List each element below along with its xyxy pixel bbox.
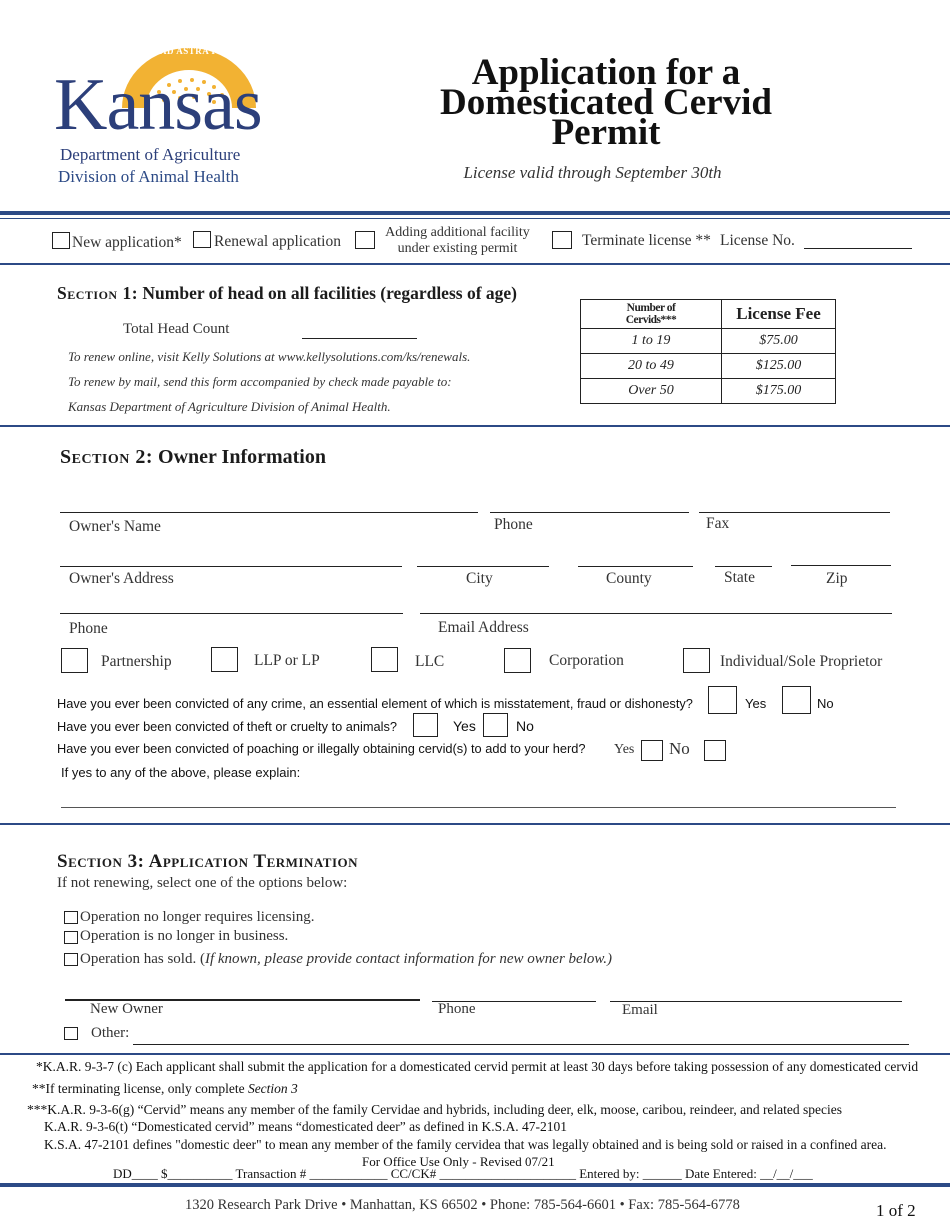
cruelty-question: Have you ever been convicted of theft or cruelty to animals?: [57, 719, 398, 734]
owner-address-label: Owner's Address: [69, 570, 174, 587]
fee-amount: $125.00: [722, 354, 836, 379]
adding-facility-line-2: under existing permit: [397, 241, 518, 256]
section-3-heading: Application Termination: [144, 851, 359, 872]
adding-facility-line-1: Adding additional facility: [385, 225, 530, 240]
title-line-1: Application for a: [471, 52, 741, 93]
fee-row: [581, 329, 836, 354]
section-2-number: Section 2:: [60, 446, 154, 468]
footnote-domestic-deer: K.S.A. 47-2101 defines "domestic deer" to mean any member of the family cervidea that was legally obtained and is being sold or raised in a confined area.: [44, 1137, 887, 1152]
renew-online-text: To renew online, visit Kelly Solutions at www.kellysolutions.com/ks/renewals.: [68, 349, 471, 364]
owner-fax-field[interactable]: [699, 512, 890, 513]
section-1-title: [57, 283, 517, 304]
operation-sold-text: Operation has sold. (: [80, 951, 205, 967]
city-label: City: [466, 570, 493, 587]
operation-sold-checkbox[interactable]: [64, 953, 78, 966]
owner-phone-field[interactable]: [490, 512, 689, 513]
other-field[interactable]: [133, 1044, 909, 1045]
page-number: 1 of 2: [876, 1201, 916, 1220]
top-divider-thin: [0, 218, 950, 219]
fax-label: Fax: [706, 515, 730, 532]
office-use-fields: DD____ $__________ Transaction # ____________ CC/CK# _____________________ Entered by: ______ Date Entered: __/__/___: [113, 1166, 813, 1181]
fee-row: [581, 354, 836, 379]
other-label: Other:: [91, 1025, 130, 1041]
page-title: [400, 52, 812, 153]
zip-label: Zip: [826, 570, 848, 587]
section-2-heading: Owner Information: [153, 446, 326, 468]
top-divider: [0, 211, 950, 215]
cervid-count-header: [581, 300, 722, 329]
section-1-heading: Number of head on all facilities (regardless of age): [138, 283, 517, 303]
section-3-title: [57, 851, 358, 873]
cruelty-no-label: No: [516, 718, 534, 734]
new-owner-phone-label: Phone: [438, 1001, 476, 1017]
total-head-count-label: Total Head Count: [123, 321, 230, 337]
owner-name-label: Owner's Name: [69, 518, 161, 535]
divider-after-type: [0, 263, 950, 265]
llp-lp-checkbox[interactable]: [211, 647, 238, 672]
new-application-checkbox[interactable]: [52, 232, 70, 249]
no-longer-requires-checkbox[interactable]: [64, 911, 78, 924]
operation-sold-label: [80, 951, 612, 968]
footnote-terminating-section: Section 3: [247, 1081, 298, 1096]
explain-label: If yes to any of the above, please explain:: [61, 765, 301, 780]
termination-instructions: If not renewing, select one of the options below:: [57, 875, 348, 891]
operation-sold-note: If known, please provide contact information for new owner below.): [204, 951, 613, 967]
fee-table-header: [581, 300, 836, 329]
sole-proprietor-label: Individual/Sole Proprietor: [720, 653, 883, 670]
adding-facility-label: [380, 225, 535, 257]
no-longer-in-business-checkbox[interactable]: [64, 931, 78, 944]
logo-division: Division of Animal Health: [58, 167, 239, 186]
poaching-yes-checkbox[interactable]: [641, 740, 663, 761]
terminate-license-checkbox[interactable]: [552, 231, 572, 249]
fee-range: 1 to 19: [581, 329, 722, 354]
owner-address-field[interactable]: [60, 566, 402, 567]
cruelty-yes-label: Yes: [453, 718, 476, 734]
renewal-application-label: Renewal application: [214, 233, 341, 250]
partnership-checkbox[interactable]: [61, 648, 88, 673]
footnote-domesticated-cervid: K.A.R. 9-3-6(t) “Domesticated cervid” means “domesticated deer” as defined in K.S.A. 47-2101: [44, 1119, 567, 1134]
fraud-no-checkbox[interactable]: [782, 686, 811, 714]
cervid-count-header-line-1: Number of: [626, 302, 676, 314]
bottom-divider: [0, 1183, 950, 1187]
fee-row: [581, 379, 836, 404]
corporation-label: Corporation: [549, 652, 624, 669]
new-application-label: New application*: [72, 234, 182, 251]
kansas-logo: [52, 40, 272, 190]
license-fee-table: [580, 299, 836, 404]
section-2-title: [60, 446, 326, 469]
county-label: County: [606, 570, 652, 587]
poaching-no-checkbox[interactable]: [704, 740, 726, 761]
owner-phone2-field[interactable]: [60, 613, 403, 614]
corporation-checkbox[interactable]: [504, 648, 531, 673]
footnote-terminating-text: **If terminating license, only complete: [32, 1081, 248, 1096]
fraud-no-label: No: [817, 696, 834, 711]
cruelty-yes-checkbox[interactable]: [413, 713, 438, 737]
footer-address: 1320 Research Park Drive • Manhattan, KS 66502 • Phone: 785-564-6601 • Fax: 785-564-6778: [185, 1197, 740, 1213]
poaching-question: Have you ever been convicted of poaching or illegally obtaining cervid(s) to add to your herd?: [57, 741, 586, 756]
fee-amount: $75.00: [722, 329, 836, 354]
partnership-label: Partnership: [101, 653, 172, 670]
footnote-application-timing: *K.A.R. 9-3-7 (c) Each applicant shall submit the application for a domesticated cervid permit at least 30 days before taking possession of any domesticated cervid: [36, 1059, 919, 1074]
zip-field[interactable]: [791, 565, 891, 566]
county-field[interactable]: [578, 566, 693, 567]
logo-state-name: Kansas: [54, 64, 262, 146]
divider-after-section-2: [0, 823, 950, 825]
license-fee-header: License Fee: [722, 300, 836, 329]
fee-range: Over 50: [581, 379, 722, 404]
divider-after-section-1: [0, 425, 950, 427]
section-3-number: Section 3:: [57, 851, 145, 872]
email-label: Email Address: [438, 619, 529, 636]
license-number-field[interactable]: [804, 248, 912, 249]
poaching-yes-label: Yes: [614, 742, 635, 757]
title-line-3: Permit: [551, 112, 661, 153]
cruelty-no-checkbox[interactable]: [483, 713, 508, 737]
title-line-2: Domesticated Cervid: [440, 82, 772, 123]
fee-amount: $175.00: [722, 379, 836, 404]
sole-proprietor-checkbox[interactable]: [683, 648, 710, 673]
license-validity: License valid through September 30th: [463, 163, 722, 182]
office-use-heading: For Office Use Only - Revised 07/21: [362, 1154, 555, 1169]
fraud-yes-label: Yes: [745, 696, 767, 711]
llc-checkbox[interactable]: [371, 647, 398, 672]
state-field[interactable]: [715, 566, 772, 567]
llc-label: LLC: [415, 653, 445, 670]
fraud-question: Have you ever been convicted of any crime, an essential element of which is misstatement, fraud or dishonesty?: [57, 696, 693, 711]
fraud-yes-checkbox[interactable]: [708, 686, 737, 714]
email-field[interactable]: [420, 613, 892, 614]
explain-field[interactable]: [61, 807, 896, 808]
owner-name-field[interactable]: [60, 512, 478, 513]
adding-facility-checkbox[interactable]: [355, 231, 375, 249]
total-head-count-field[interactable]: [302, 338, 417, 339]
no-longer-requires-label: Operation no longer requires licensing.: [80, 909, 315, 925]
llp-lp-label: LLP or LP: [254, 652, 320, 669]
renew-mail-text: To renew by mail, send this form accompanied by check made payable to:: [68, 374, 452, 389]
new-owner-label: New Owner: [90, 1001, 163, 1017]
state-label: State: [724, 569, 755, 586]
logo-motto: AD ASTRA PER ASPERA: [160, 46, 273, 56]
logo-department: Department of Agriculture: [60, 145, 241, 164]
license-number-label: License No.: [720, 232, 795, 249]
new-owner-email-label: Email: [622, 1002, 658, 1018]
renewal-application-checkbox[interactable]: [193, 231, 211, 248]
divider-before-footnotes: [0, 1053, 950, 1055]
footnote-terminating: [32, 1081, 298, 1097]
footnote-cervid-definition: ***K.A.R. 9-3-6(g) “Cervid” means any member of the family Cervidae and hybrids, including deer, elk, moose, caribou, reindeer, and related species: [27, 1102, 843, 1117]
section-1-number: Section 1:: [57, 283, 139, 303]
poaching-no-label: No: [669, 739, 690, 758]
cervid-count-header-line-2: Cervids***: [625, 314, 677, 326]
no-longer-in-business-label: Operation is no longer in business.: [80, 928, 289, 944]
fee-range: 20 to 49: [581, 354, 722, 379]
city-field[interactable]: [417, 566, 549, 567]
payee-text: Kansas Department of Agriculture Division of Animal Health.: [68, 399, 391, 414]
phone-label: Phone: [494, 516, 533, 533]
terminate-license-label: Terminate license **: [582, 232, 711, 249]
other-checkbox[interactable]: [64, 1027, 78, 1040]
phone2-label: Phone: [69, 620, 108, 637]
